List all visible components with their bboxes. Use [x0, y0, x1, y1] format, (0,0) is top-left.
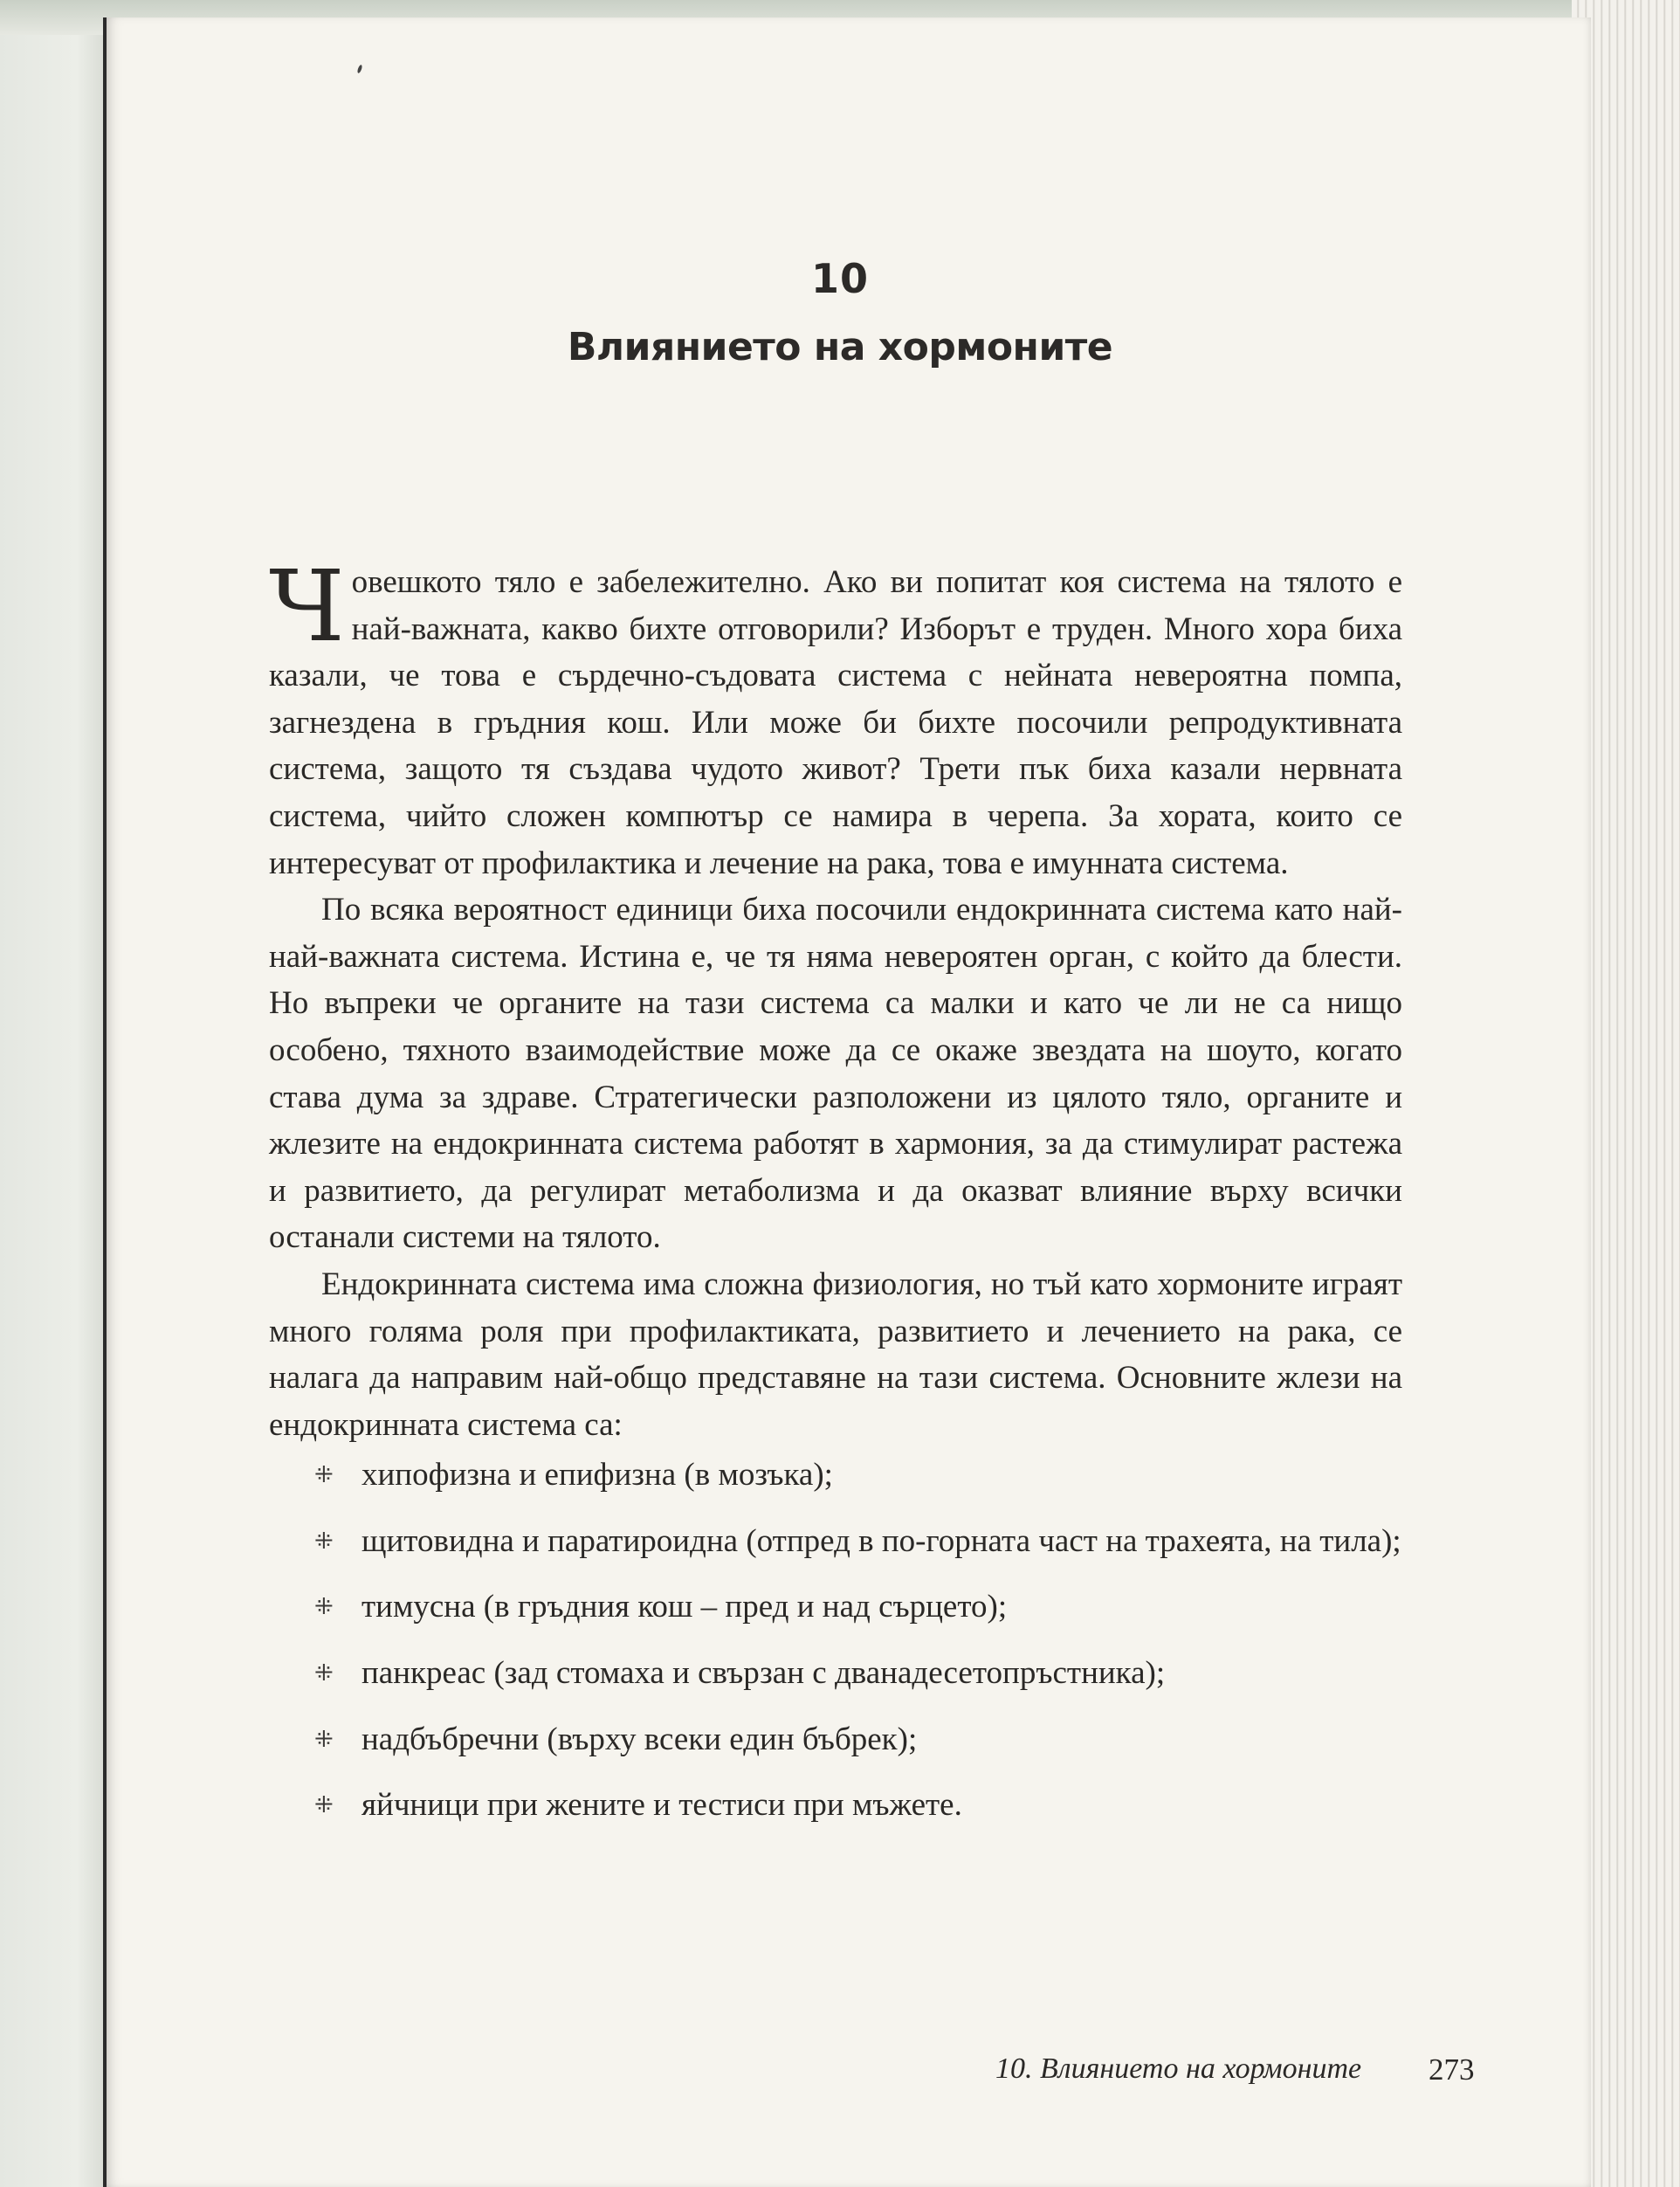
list-item-text: щитовидна и паратироидна (отпред в по-горната част на трахеята, на тила);	[361, 1522, 1401, 1559]
page-number: 273	[1429, 2052, 1475, 2087]
list-item-text: тимусна (в гръдния кош – пред и над сърцето);	[361, 1589, 1008, 1625]
list-item	[269, 1782, 1402, 1829]
running-header: 10. Влиянието на хормоните	[995, 2052, 1362, 2085]
list-item	[269, 1452, 1402, 1499]
list-item-text: панкреас (зад стомаха и свързан с дванадесетопръстника);	[361, 1655, 1166, 1692]
bullet-ornament-icon: ⁜	[314, 1462, 334, 1488]
paragraph-1-text: овешкото тяло е забележително. Ако ви попитат коя система на тялото е най-важната, какво бихте отговорили? Изборът е труден. Много хора биха казали, че това е сърдечно-съдовата система с нейната невероятна помпа, загнездена в гръдния кош. Или може би бихте посочили репродуктивната система, защото тя създава чудото живот? Трети пък биха казали нервната система, чийто сложен компютър се намира в черепа. За хората, които се интересуват от профилактика и лечение на рака, това е имунната система.	[269, 564, 1402, 881]
chapter-title: Влиянието на хормоните	[567, 325, 1113, 369]
chapter-body	[269, 550, 1402, 1848]
paragraph-2: По всяка вероятност единици биха посочили ендокринната система като най-най-важната система. Истина е, че тя няма невероятен орган, с който да блести. Но въпреки че органите на тази система са малки и като че ли не са нищо особено, тяхното взаимодействие може да се окаже звездата на шоуто, когато става дума за здраве. Стратегически разположени из цялото тяло, органите и жлезите на ендокринната система работят в хармония, за да стимулират растежа и развитието, да регулират метаболизма и да оказват влияние върху всички останали системи на тялото.	[269, 892, 1402, 1256]
bullet-ornament-icon: ⁜	[314, 1792, 334, 1818]
list-item	[269, 1518, 1402, 1565]
list-item-text: надбъбречни (върху всеки един бъбрек);	[361, 1721, 918, 1757]
bullet-ornament-icon: ⁜	[314, 1726, 334, 1752]
paragraph-3: Ендокринната система има сложна физиология, но тъй като хормоните играят много голяма роля при профилактиката, развитието и лечението на рака, се налага да направим най-общо представяне на тази система. Основните жлези на ендокринната система са:	[269, 1266, 1402, 1443]
paragraph-1	[269, 550, 1402, 887]
bullet-ornament-icon: ⁜	[314, 1594, 334, 1620]
list-item-text: яйчници при жените и тестиси при мъжете.	[361, 1787, 962, 1824]
bullet-ornament-icon: ⁜	[314, 1528, 334, 1554]
bullet-ornament-icon: ⁜	[314, 1660, 334, 1687]
list-item	[269, 1583, 1402, 1631]
gland-list	[269, 1452, 1402, 1829]
list-item-text: хипофизна и епифизна (в мозъка);	[361, 1457, 833, 1494]
list-item	[269, 1650, 1402, 1697]
drop-cap: Ч	[269, 550, 345, 664]
list-item	[269, 1716, 1402, 1763]
chapter-number: 10	[810, 255, 869, 302]
